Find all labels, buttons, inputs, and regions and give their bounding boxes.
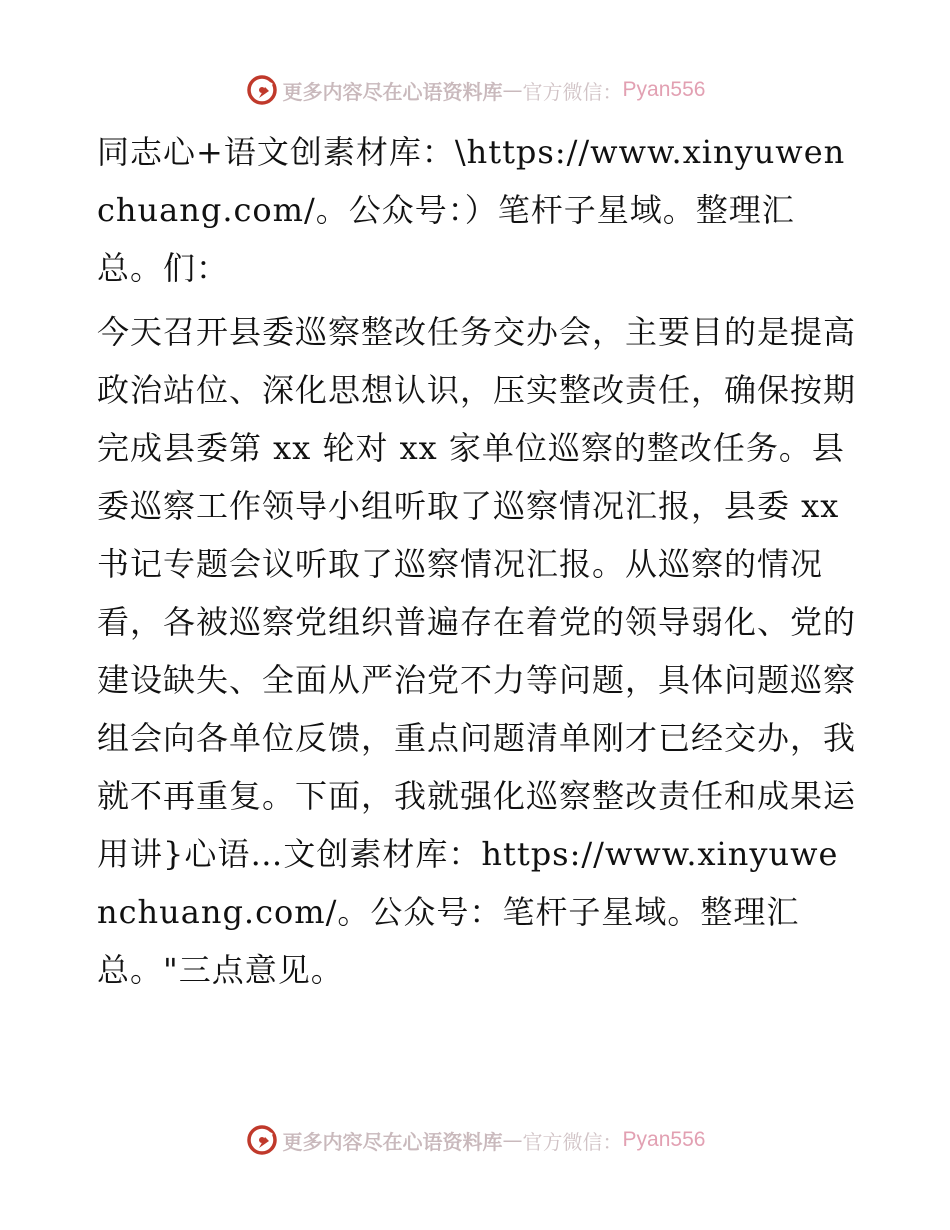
banner-dash: — — [502, 78, 523, 102]
footer-main-text: 更多内容尽在心语资料库 — [282, 1129, 503, 1154]
footer-banner — [0, 1120, 950, 1160]
banner-main-text: 更多内容尽在心语资料库 — [282, 79, 503, 104]
swirl-logo-icon — [245, 73, 279, 107]
swirl-logo-icon — [245, 1123, 279, 1157]
footer-dash: — — [502, 1128, 523, 1152]
paragraph-main: 今天召开县委巡察整改任务交办会，主要目的是提高政治站位、深化思想认识，压实整改责任，确保按期完成县委第 xx 轮对 xx 家单位巡察的整改任务。县委巡察工作领导小组听取了巡察情况汇报，县委 xx 书记专题会议听取了巡察情况汇报。从巡察的情况看，各被巡察党组织普遍存在着党的领导弱化、党的建设缺失、全面从严治党不力等问题，具体问题巡察组会向各单位反馈，重点问题清单刚才已经交办，我就不再重复。下面，我就强化巡察整改责任和成果运用讲}心语…文创素材库：https://www.xinyuwenchuang.com/。公众号：笔杆子星域。整理汇总。"三点意见。 — [97, 313, 857, 989]
header-banner — [0, 70, 950, 110]
banner-wechat-id: Pyan556 — [622, 78, 706, 101]
paragraph-intro: 同志心+语文创素材库：\https://www.xinyuwenchuang.com/。公众号：）笔杆子星域。整理汇总。们： — [97, 133, 846, 287]
banner-wechat-label: 官方微信： — [522, 79, 623, 104]
footer-wechat-label: 官方微信： — [522, 1129, 623, 1154]
document-body — [97, 123, 857, 999]
footer-wechat-id: Pyan556 — [622, 1128, 706, 1151]
